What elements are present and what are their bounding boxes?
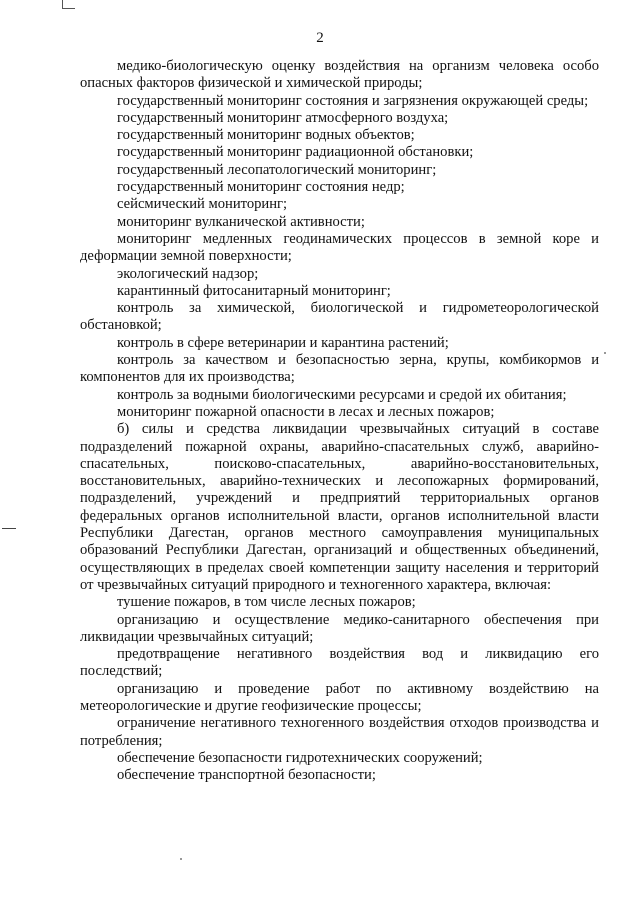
paragraph: мониторинг пожарной опасности в лесах и лесных пожаров; (117, 403, 495, 420)
paragraph: государственный мониторинг радиационной обстановки; (117, 144, 474, 161)
paragraph: тушение пожаров, в том числе лесных пожаров; (117, 594, 416, 611)
paragraph: государственный мониторинг водных объектов; (117, 127, 415, 144)
paragraph: б) силы и средства ликвидации чрезвычайных ситуаций в составе подразделений пожарной охраны, аварийно-спасательных служб, аварийно-спасательных, поисково-спасательных, аварийно-восстановительных, восстановительных, аварийно-технических и лесопожарных формирований, подразделений, учреждений и предприятий территориальных органов федеральных органов исполнительной власти, органов исполнительной власти Республики Дагестан, органов местного самоуправления муниципальных образований Республики Дагестан, организаций и общественных объединений, осуществляющих в пределах своей компетенции защиту населения и территорий от чрезвычайных ситуаций природного и техногенного характера, включая: (80, 421, 599, 593)
page-number: 2 (316, 30, 324, 46)
paragraph: организацию и осуществление медико-санитарного обеспечения при ликвидации чрезвычайных ситуаций; (80, 611, 599, 645)
paragraph: предотвращение негативного воздействия вод и ликвидацию его последствий; (80, 646, 599, 680)
paragraph: контроль за водными биологическими ресурсами и средой их обитания; (117, 386, 567, 403)
paragraph: ограничение негативного техногенного воздействия отходов производства и потребления; (80, 715, 599, 749)
paragraph: обеспечение транспортной безопасности; (117, 767, 376, 784)
paragraph: медико-биологическую оценку воздействия на организм человека особо опасных факторов физической и химической природы; (80, 58, 599, 92)
paragraph: государственный мониторинг атмосферного воздуха; (117, 109, 449, 126)
paragraph: государственный мониторинг состояния и загрязнения окружающей среды; (117, 92, 589, 109)
scan-speck (604, 352, 606, 354)
paragraph: государственный лесопатологический мониторинг; (117, 161, 437, 178)
paragraph: карантинный фитосанитарный мониторинг; (117, 282, 391, 299)
paragraph: мониторинг вулканической активности; (117, 213, 365, 230)
document-body (80, 58, 599, 784)
paragraph: обеспечение безопасности гидротехнических сооружений; (117, 749, 483, 766)
scan-speck (180, 858, 182, 860)
paragraph: контроль за химической, биологической и гидрометеорологической обстановкой; (80, 300, 599, 334)
paragraph: контроль в сфере ветеринарии и карантина растений; (117, 334, 449, 351)
scan-corner-mark (62, 0, 75, 9)
paragraph: мониторинг медленных геодинамических процессов в земной коре и деформации земной поверхности; (80, 230, 599, 265)
paragraph: государственный мониторинг состояния недр; (117, 179, 405, 196)
paragraph: организацию и проведение работ по активному воздействию на метеорологические и другие геофизические процессы; (80, 680, 599, 714)
paragraph: экологический надзор; (117, 265, 259, 282)
paragraph: контроль за качеством и безопасностью зерна, крупы, комбикормов и компонентов для их производства; (80, 352, 599, 386)
scan-edge-mark (2, 528, 16, 529)
paragraph: сейсмический мониторинг; (117, 196, 288, 213)
